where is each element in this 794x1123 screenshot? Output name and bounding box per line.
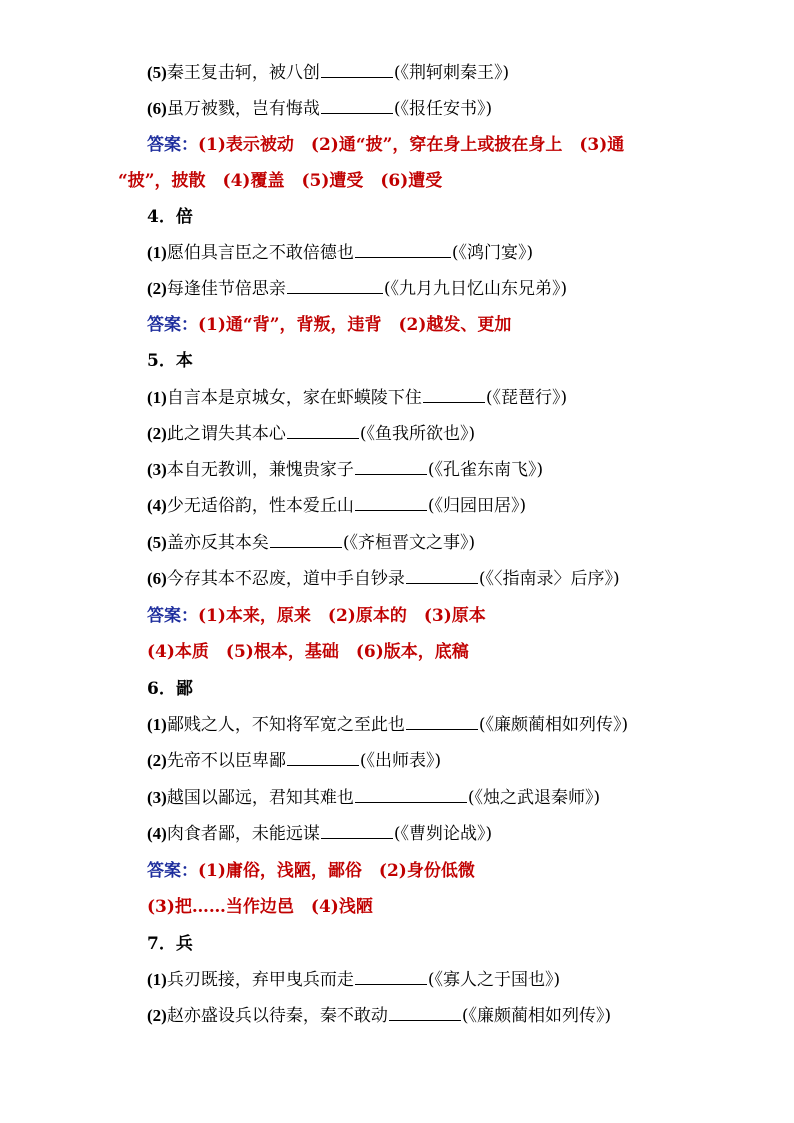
answer-blank (270, 531, 342, 548)
answer-line (147, 133, 624, 157)
section-heading: 4．倍 (147, 207, 193, 227)
section-heading: 5．本 (147, 351, 193, 371)
list-item: (5)盖亦反其本矣 (《齐桓晋文之事》) (147, 533, 476, 553)
answer-blank (355, 494, 427, 511)
answer-text: (1)本来，原来 (2)原本的 (3)原本 (198, 606, 486, 626)
answer-blank (287, 277, 383, 294)
item-source: (《鸿门宴》) (451, 243, 534, 263)
list-item: (5)秦王复击轲，被八创 (《荆轲刺秦王》) (147, 63, 510, 83)
item-text: 秦王复击轲，被八创 (166, 63, 320, 83)
answer-blank (423, 386, 485, 403)
list-item: (3)越国以鄙远，君知其难也 (《烛之武退秦师》) (147, 788, 601, 808)
item-source: (《孔雀东南飞》) (427, 460, 544, 480)
item-source: (《廉颇蔺相如列传》) (478, 715, 629, 735)
answer-blank (355, 241, 451, 258)
item-source: (《烛之武退秦师》) (467, 788, 601, 808)
answer-blank (287, 422, 359, 439)
item-source: (《廉颇蔺相如列传》) (461, 1006, 612, 1026)
answer-line (147, 313, 511, 337)
list-item: (6)虽万被戮，岂有悔哉 (《报任安书》) (147, 99, 493, 119)
list-item: (4)肉食者鄙，未能远谋 (《曹刿论战》) (147, 824, 493, 844)
list-item: (4)少无适俗韵，性本爱丘山 (《归园田居》) (147, 496, 527, 516)
item-text: 先帝不以臣卑鄙 (166, 751, 286, 771)
item-source: (《归园田居》) (427, 496, 527, 516)
item-text: 愿伯具言臣之不敢倍德也 (166, 243, 354, 263)
answer-blank (389, 1004, 461, 1021)
item-source: (《鱼我所欲也》) (359, 424, 476, 444)
item-source: (《曹刿论战》) (393, 824, 493, 844)
item-text: 肉食者鄙，未能远谋 (166, 824, 320, 844)
list-item: (6)今存其本不忍废，道中手自钞录 (《〈指南录〉后序》) (147, 569, 620, 589)
list-item: (2)此之谓失其本心 (《鱼我所欲也》) (147, 424, 476, 444)
list-item: (1)自言本是京城女，家在虾蟆陵下住 (《琵琶行》) (147, 388, 568, 408)
item-text: 少无适俗韵，性本爱丘山 (166, 496, 354, 516)
list-item: (2)每逢佳节倍思亲 (《九月九日忆山东兄弟》) (147, 279, 568, 299)
section-heading: 7．兵 (147, 934, 193, 954)
answer-blank (321, 97, 393, 114)
answer-line (147, 604, 486, 628)
item-text: 此之谓失其本心 (166, 424, 286, 444)
item-text: 自言本是京城女，家在虾蟆陵下住 (166, 388, 422, 408)
answer-label: 答案： (147, 315, 198, 335)
list-item: (1)鄙贱之人，不知将军宽之至此也 (《廉颇蔺相如列传》) (147, 715, 629, 735)
answer-text: (1)庸俗，浅陋，鄙俗 (2)身份低微 (198, 861, 475, 881)
item-text: 鄙贱之人，不知将军宽之至此也 (166, 715, 405, 735)
item-text: 本自无教训，兼愧贵家子 (166, 460, 354, 480)
answer-line (147, 859, 475, 883)
item-source: (《报任安书》) (393, 99, 493, 119)
list-item: (2)赵亦盛设兵以待秦，秦不敢动 (《廉颇蔺相如列传》) (147, 1006, 612, 1026)
list-item: (2)先帝不以臣卑鄙 (《出师表》) (147, 751, 442, 771)
item-text: 越国以鄙远，君知其难也 (166, 788, 354, 808)
item-source: (《齐桓晋文之事》) (342, 533, 476, 553)
answer-blank (355, 786, 467, 803)
answer-label: 答案： (147, 135, 198, 155)
answer-blank (355, 458, 427, 475)
list-item: (1)兵刃既接，弃甲曳兵而走 (《寡人之于国也》) (147, 970, 561, 990)
item-source: (《出师表》) (359, 751, 442, 771)
item-text: 盖亦反其本矣 (166, 533, 269, 553)
answer-blank (321, 61, 393, 78)
answer-text: (4)本质 (5)根本，基础 (6)版本，底稿 (147, 642, 469, 662)
answer-text: (3)把……当作边邑 (4)浅陋 (147, 897, 373, 917)
answer-blank (406, 567, 478, 584)
list-item: (3)本自无教训，兼愧贵家子 (《孔雀东南飞》) (147, 460, 544, 480)
item-text: 赵亦盛设兵以待秦，秦不敢动 (166, 1006, 388, 1026)
item-source: (《〈指南录〉后序》) (478, 569, 620, 589)
item-text: 虽万被戮，岂有悔哉 (166, 99, 320, 119)
answer-blank (287, 749, 359, 766)
section-heading: 6．鄙 (147, 679, 193, 699)
answer-line (147, 640, 469, 664)
list-item: (1)愿伯具言臣之不敢倍德也 (《鸿门宴》) (147, 243, 534, 263)
item-text: 兵刃既接，弃甲曳兵而走 (166, 970, 354, 990)
item-source: (《荆轲刺秦王》) (393, 63, 510, 83)
answer-text: (1)表示被动 (2)通“披”，穿在身上或披在身上 (3)通 (198, 135, 625, 155)
answer-label: 答案： (147, 861, 198, 881)
item-source: (《寡人之于国也》) (427, 970, 561, 990)
answer-line (118, 169, 442, 193)
answer-text: “披”，披散 (4)覆盖 (5)遭受 (6)遭受 (118, 171, 443, 191)
item-source: (《琵琶行》) (485, 388, 568, 408)
answer-blank (321, 822, 393, 839)
item-source: (《九月九日忆山东兄弟》) (383, 279, 568, 299)
answer-blank (406, 713, 478, 730)
answer-blank (355, 968, 427, 985)
answer-label: 答案： (147, 606, 198, 626)
answer-text: (1)通“背”，背叛，违背 (2)越发、更加 (198, 315, 512, 335)
item-text: 每逢佳节倍思亲 (166, 279, 286, 299)
answer-line (147, 895, 373, 919)
item-text: 今存其本不忍废，道中手自钞录 (166, 569, 405, 589)
